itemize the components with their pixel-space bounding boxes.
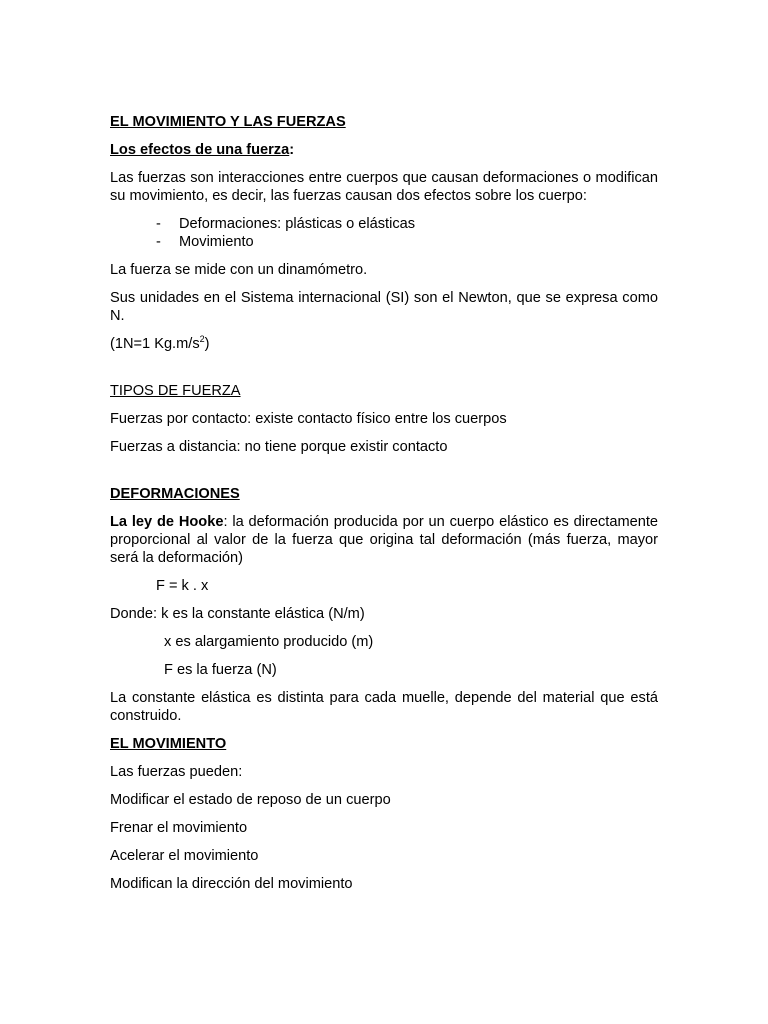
units-text: Sus unidades en el Sistema internacional (SI) son el Newton, que se expresa como N. (110, 290, 658, 324)
hooke-law-label: La ley de Hooke (110, 514, 224, 530)
list-item (110, 215, 658, 233)
list-item (110, 233, 658, 251)
hooke-law-paragraph (110, 513, 658, 567)
newton-formula (110, 335, 658, 353)
definition-x: x es alargamiento producido (m) (164, 634, 374, 650)
newton-formula-exponent: 2 (199, 334, 205, 344)
movement-heading: EL MOVIMIENTO (110, 736, 227, 752)
elastic-constant-text: La constante elástica es distinta para cada muelle, depende del material que está construido. (110, 690, 658, 724)
deformations-heading: DEFORMACIONES (110, 486, 240, 502)
spacer (110, 363, 658, 382)
document-page (110, 113, 658, 903)
list-dash: - (156, 234, 161, 250)
newton-formula-end: ) (204, 336, 210, 352)
effects-intro: Las fuerzas son interacciones entre cuerpos que causan deformaciones o modifican su movimiento, es decir, las fuerzas causan dos efectos sobre los cuerpo: (110, 170, 658, 204)
measure-text: La fuerza se mide con un dinamómetro. (110, 262, 368, 278)
movement-item: Acelerar el movimiento (110, 848, 259, 864)
distance-forces: Fuerzas a distancia: no tiene porque existir contacto (110, 439, 448, 455)
effects-heading: Los efectos de una fuerza (110, 142, 290, 158)
contact-forces: Fuerzas por contacto: existe contacto físico entre los cuerpos (110, 411, 507, 427)
definition-k: Donde: k es la constante elástica (N/m) (110, 606, 365, 622)
effects-heading-colon: : (289, 142, 295, 158)
newton-formula-main: (1N=1 Kg.m/s (110, 336, 200, 352)
movement-item: Frenar el movimiento (110, 820, 248, 836)
spacer (110, 466, 658, 485)
effects-list (110, 215, 658, 251)
effects-heading-line (110, 141, 658, 159)
document-title: EL MOVIMIENTO Y LAS FUERZAS (110, 114, 346, 130)
list-dash: - (156, 216, 161, 232)
list-item-text: Deformaciones: plásticas o elásticas (179, 216, 416, 232)
movement-item: Modificar el estado de reposo de un cuerpo (110, 792, 391, 808)
definition-f: F es la fuerza (N) (164, 662, 277, 678)
hooke-formula: F = k . x (156, 578, 209, 594)
movement-item: Modifican la dirección del movimiento (110, 876, 353, 892)
list-item-text: Movimiento (179, 234, 254, 250)
movement-intro: Las fuerzas pueden: (110, 764, 243, 780)
types-heading: TIPOS DE FUERZA (110, 383, 241, 399)
hooke-law-text: : la deformación producida por un cuerpo elástico es directamente proporcional al valor de la fuerza que origina tal deformación (más fuerza, mayor será la deformación) (110, 514, 659, 566)
